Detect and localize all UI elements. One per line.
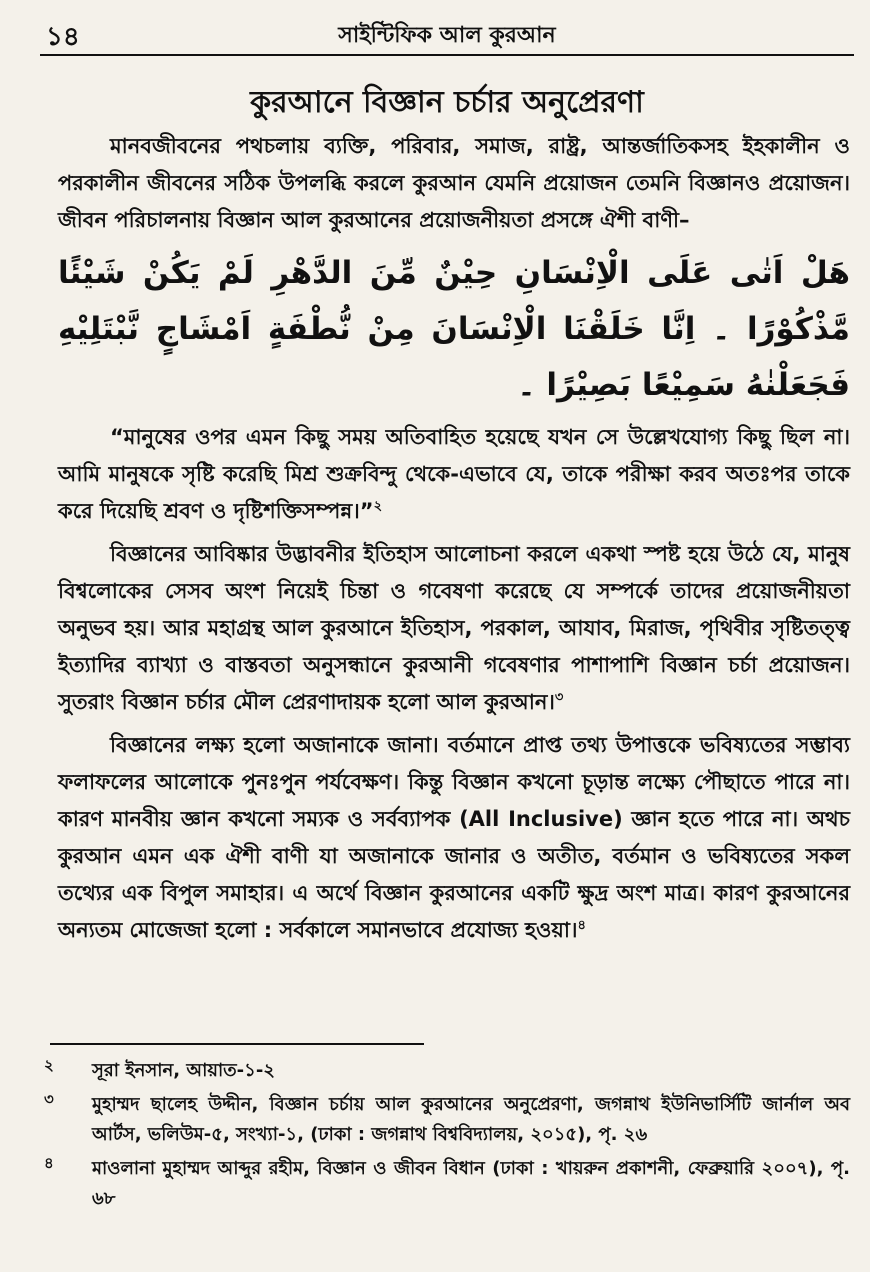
footnote-ref: ৪ <box>577 918 586 933</box>
footnote-mark: ২ <box>44 1056 54 1074</box>
arabic-verse: هَلْ اَتٰى عَلَى الْاِنْسَانِ حِيْنٌ مِّنَ الدَّهْرِ لَمْ يَكُنْ شَيْئًا مَّذْكُوْرًا ۔ اِنَّا خَلَقْنَا الْاِنْسَانَ مِنْ نُّطْفَةٍ اَمْشَاجٍ نَّبْتَلِيْهِ فَجَعَلْنٰهُ سَمِيْعًا بَصِيْرًا ۔ <box>58 255 850 403</box>
page-number: ১৪ <box>46 22 80 52</box>
paragraph-translation <box>58 419 850 530</box>
footnote-ref: ৩ <box>554 690 564 705</box>
running-title: সাইন্টিফিক আল কুরআন <box>338 23 556 48</box>
footnote-mark: ৩ <box>44 1090 54 1108</box>
paragraph-discovery <box>58 536 850 721</box>
goal-text: বিজ্ঞানের লক্ষ্য হলো অজানাকে জানা। বর্তমানে প্রাপ্ত তথ্য উপাত্তকে ভবিষ্যতের সম্ভাব্য ফলাফলের আলোকে পুনঃপুন পর্যবেক্ষণ। কিন্তু বিজ্ঞান কখনো চূড়ান্ত লক্ষ্যে পৌছাতে পারে না। কারণ মানবীয় জ্ঞান কখনো সম্যক ও সর্বব্যাপক (All Inclusive) জ্ঞান হতে পারে না। অথচ কুরআন এমন এক ঐশী বাণী যা অজানাকে জানার ও অতীত, বর্তমান ও ভবিষ্যতের সকল তথ্যের এক বিপুল সমাহার। এ অর্থে বিজ্ঞান কুরআনের একটি ক্ষুদ্র অংশ মাত্র। কারণ কুরআনের অন্যতম মোজেজা হলো : সর্বকালে সমানভাবে প্রযোজ্য হওয়া। <box>58 733 850 942</box>
footnote-text: মুহাম্মদ ছালেহ উদ্দীন, বিজ্ঞান চর্চায় আল কুরআনের অনুপ্রেরণা, জগন্নাথ ইউনিভার্সিটি জার্নাল অব আর্টস, ভলিউম-৫, সংখ্যা-১, (ঢাকা : জগন্নাথ বিশ্ববিদ্যালয়, ২০১৫), পৃ. ২৬ <box>92 1094 850 1145</box>
paragraph-goal <box>58 727 850 949</box>
footnote-text: সূরা ইনসান, আয়াত-১-২ <box>92 1060 275 1081</box>
footnote-item <box>44 1056 850 1086</box>
footnotes <box>44 1056 850 1218</box>
body-text <box>58 128 850 949</box>
page-header <box>40 10 854 56</box>
footnote-item <box>44 1154 850 1214</box>
paragraph-intro: মানবজীবনের পথচলায় ব্যক্তি, পরিবার, সমাজ, রাষ্ট্র, আন্তর্জাতিকসহ ইহকালীন ও পরকালীন জীবনের সঠিক উপলব্ধি করলে কুরআন যেমনি প্রয়োজন তেমনি বিজ্ঞানও প্রয়োজন। জীবন পরিচালনায় বিজ্ঞান আল কুরআনের প্রয়োজনীয়তা প্রসঙ্গে ঐশী বাণী– <box>58 134 850 232</box>
footnote-text: মাওলানা মুহাম্মদ আব্দুর রহীম, বিজ্ঞান ও জীবন বিধান (ঢাকা : খায়রুন প্রকাশনী, ফেব্রুয়ারি ২০০৭), পৃ. ৬৮ <box>92 1158 850 1209</box>
footnote-mark: ৪ <box>44 1154 54 1172</box>
footnote-ref: ২ <box>373 499 383 514</box>
footnote-item <box>44 1090 850 1150</box>
discovery-text: বিজ্ঞানের আবিষ্কার উদ্ভাবনীর ইতিহাস আলোচনা করলে একথা স্পষ্ট হয়ে উঠে যে, মানুষ বিশ্বলোকের সেসব অংশ নিয়েই চিন্তা ও গবেষণা করেছে যে সম্পর্কে তাদের প্রয়োজনীয়তা অনুভব হয়। আর মহাগ্রন্থ আল কুরআনে ইতিহাস, পরকাল, আযাব, মিরাজ, পৃথিবীর সৃষ্টিতত্ত্ব ইত্যাদির ব্যাখ্যা ও বাস্তবতা অনুসন্ধানে কুরআনী গবেষণার পাশাপাশি বিজ্ঞান চর্চা প্রয়োজন। সুতরাং বিজ্ঞান চর্চার মৌল প্রেরণাদায়ক হলো আল কুরআন। <box>58 542 850 714</box>
footnote-divider <box>50 1043 424 1045</box>
section-title: কুরআনে বিজ্ঞান চর্চার অনুপ্রেরণা <box>250 85 644 120</box>
translation-text: “মানুষের ওপর এমন কিছু সময় অতিবাহিত হয়েছে যখন সে উল্লেখযোগ্য কিছু ছিল না। আমি মানুষকে সৃষ্টি করেছি মিশ্র শুক্রবিন্দু থেকে-এভাবে যে, তাকে পরীক্ষা করব অতঃপর তাকে করে দিয়েছি শ্রবণ ও দৃষ্টিশক্তিসম্পন্ন।” <box>58 425 850 523</box>
